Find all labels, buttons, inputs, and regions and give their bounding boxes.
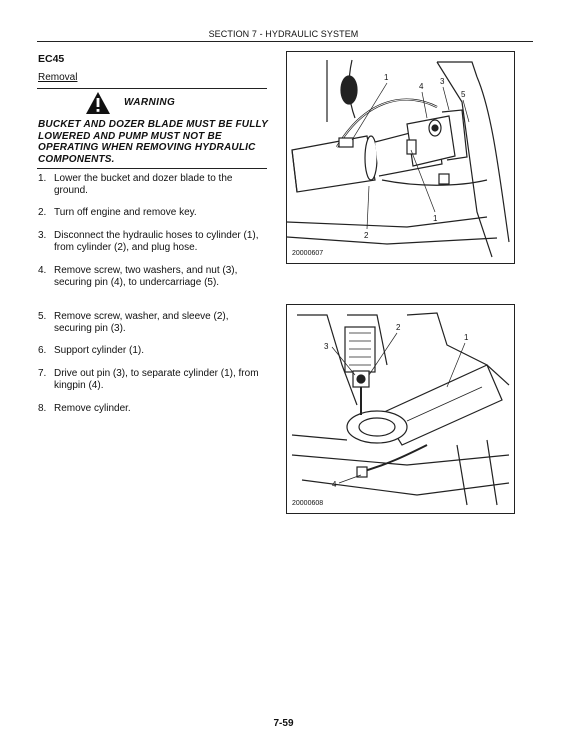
model-heading: EC45 bbox=[38, 53, 65, 65]
warning-bottom-divider bbox=[37, 168, 267, 169]
figure-cylinder-hoses bbox=[286, 51, 515, 264]
step-number: 1. bbox=[38, 173, 47, 184]
step-text: Lower the bucket and dozer blade to the ground. bbox=[54, 173, 233, 196]
figure-code: 20000608 bbox=[292, 500, 324, 507]
callout-label: 1 bbox=[433, 214, 438, 223]
figure-2-illustration bbox=[287, 305, 514, 513]
figure-code: 20000607 bbox=[292, 250, 324, 257]
figure-cylinder-pin bbox=[286, 304, 515, 514]
step-number: 5. bbox=[38, 311, 47, 322]
callout-label: 2 bbox=[396, 323, 401, 332]
step-number: 7. bbox=[38, 368, 47, 379]
step-text: Remove cylinder. bbox=[54, 403, 131, 414]
step-number: 4. bbox=[38, 265, 47, 276]
callout-label: 3 bbox=[440, 77, 445, 86]
section-header: SECTION 7 - HYDRAULIC SYSTEM bbox=[208, 29, 359, 39]
step-number: 2. bbox=[38, 207, 47, 218]
step-text: Disconnect the hydraulic hoses to cylinder (1), from cylinder (2), and plug hose. bbox=[54, 230, 259, 253]
callout-label: 1 bbox=[384, 73, 389, 82]
step-number: 8. bbox=[38, 403, 47, 414]
callout-label: 1 bbox=[464, 333, 469, 342]
step-text: Turn off engine and remove key. bbox=[54, 207, 197, 218]
step-text: Remove screw, washer, and sleeve (2), securing pin (3). bbox=[54, 311, 229, 334]
step-text: Drive out pin (3), to separate cylinder (1), from kingpin (4). bbox=[54, 368, 259, 391]
warning-top-divider bbox=[37, 88, 267, 89]
step-text: Remove screw, two washers, and nut (3), securing pin (4), to undercarriage (5). bbox=[54, 265, 238, 288]
callout-label: 2 bbox=[364, 231, 369, 240]
warning-triangle-icon bbox=[85, 91, 111, 115]
warning-label: WARNING bbox=[124, 97, 176, 108]
callout-label: 4 bbox=[332, 480, 337, 489]
callout-label: 5 bbox=[461, 90, 466, 99]
step-number: 6. bbox=[38, 345, 47, 356]
figure-1-illustration bbox=[287, 52, 514, 263]
step-text: Support cylinder (1). bbox=[54, 345, 145, 356]
warning-text: BUCKET AND DOZER BLADE MUST BE FULLY LOWERED AND PUMP MUST NOT BE OPERATING WHEN REMOVING HYDRAULIC COMPONENTS. bbox=[38, 119, 268, 165]
header-divider bbox=[37, 41, 533, 42]
removal-heading: Removal bbox=[38, 72, 78, 83]
page-number: 7-59 bbox=[273, 718, 294, 729]
callout-label: 4 bbox=[419, 82, 424, 91]
step-number: 3. bbox=[38, 230, 47, 241]
callout-label: 3 bbox=[324, 342, 329, 351]
